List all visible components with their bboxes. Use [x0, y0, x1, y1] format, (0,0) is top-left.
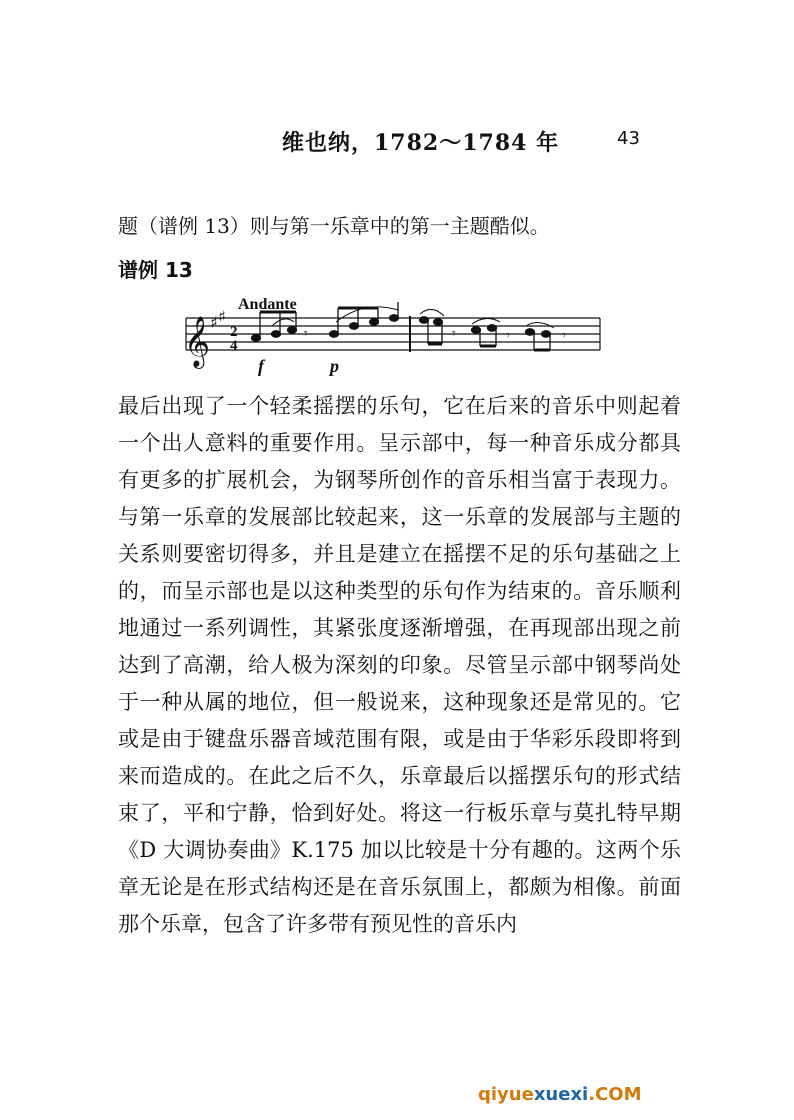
site-watermark: qiyuexuexi.COM — [478, 1084, 642, 1105]
svg-text:𝄾: 𝄾 — [506, 328, 510, 344]
page-number: 43 — [617, 128, 640, 149]
body-paragraph: 最后出现了一个轻柔摇摆的乐句，它在后来的音乐中则起着一个出人意料的重要作用。呈示部中，每一种音乐成分都具有更多的扩展机会，为钢琴所创作的音乐相当富于表现力。与第一乐章的发展部比较起来，这一乐章的发展部与主题的关系则要密切得多，并且是建立在摇摆不足的乐句基础之上的，而呈示部也是以这种类型的乐句作为结束的。音乐顺利地通过一系列调性，其紧张度逐渐增强，在再现部出现之前达到了高潮，给人极为深刻的印象。尽管呈示部中钢琴尚处于一种从属的地位，但一般说来，这种现象还是常见的。它或是由于键盘乐器音域范围有限，或是由于华彩乐段即将到来而造成的。在此之后不久，乐章最后以摇摆乐句的形式结束了，平和宁静，恰到好处。将这一行板乐章与莫扎特早期《D 大调协奏曲》K.175 加以比较是十分有趣的。这两个乐章无论是在形式结构还是在音乐氛围上，都颇为相像。前面那个乐章，包含了许多带有预见性的音乐内 — [118, 394, 681, 936]
svg-text:4: 4 — [230, 338, 238, 354]
intro-line: 题（谱例 13）则与第一乐章中的第一主题酷似。 — [118, 214, 550, 238]
treble-clef-icon: 𝄞 — [184, 316, 211, 367]
svg-text:𝄾: 𝄾 — [452, 326, 456, 342]
sharp-icon: ♯ — [210, 313, 218, 332]
running-header: 维也纳，1782～1784 年 — [282, 130, 560, 156]
svg-text:𝄾: 𝄾 — [562, 328, 566, 344]
music-staff — [176, 292, 604, 378]
sharp-icon: ♯ — [218, 307, 226, 326]
dynamic-piano: p — [330, 356, 339, 376]
svg-text:𝄾: 𝄾 — [304, 326, 308, 342]
dynamic-forte: f — [258, 356, 264, 376]
example-label: 谱例 13 — [118, 258, 193, 282]
svg-text:2: 2 — [230, 324, 238, 340]
tempo-marking: Andante — [238, 296, 297, 313]
